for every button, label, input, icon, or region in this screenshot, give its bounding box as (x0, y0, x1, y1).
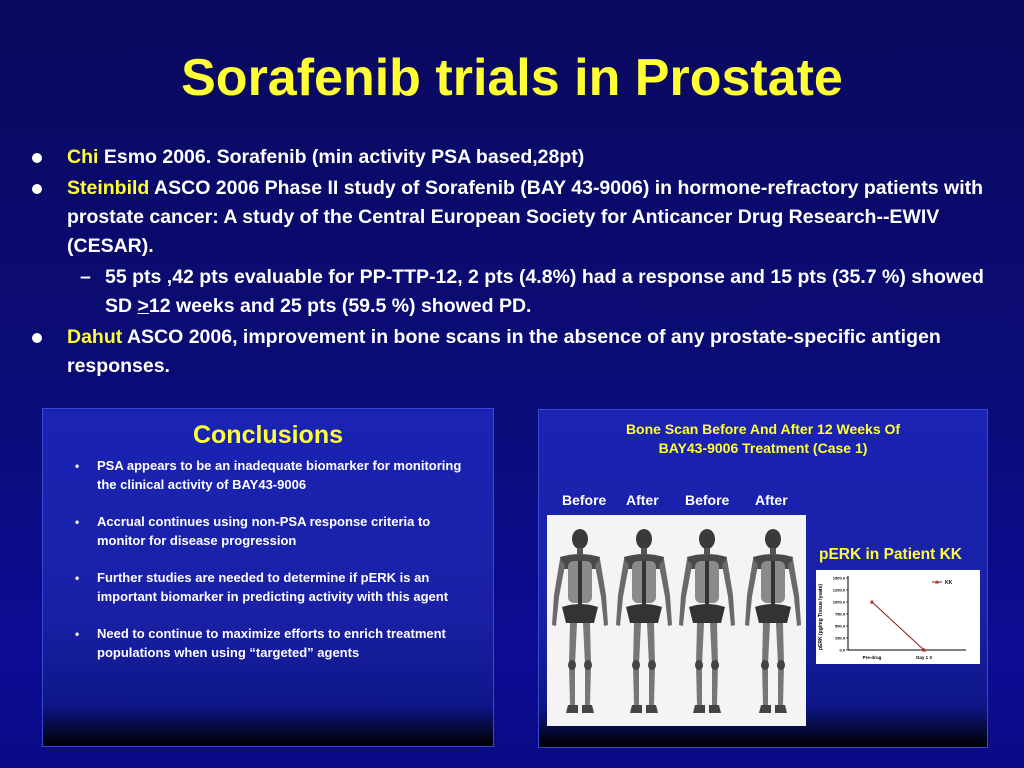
bullet-dot: • (75, 571, 80, 585)
author-name: Chi (67, 146, 99, 168)
author-name: Dahut (67, 326, 123, 348)
scan-label-after-2: After (755, 492, 788, 508)
conclusion-text: PSA appears to be an inadequate biomarker for monitoring the clinical activity of BAY43-9006 (97, 458, 462, 492)
perk-chart-svg (816, 570, 980, 664)
bullet-item-dahut (30, 323, 990, 381)
bullet-dot: • (75, 459, 80, 473)
sub-bullet-underlined: > (137, 295, 149, 317)
perk-y-tick-label: 0.0 (839, 647, 845, 653)
bullet-dot (32, 184, 42, 194)
bone-scan-title-line2: BAY43-9006 Treatment (Case 1) (658, 440, 868, 456)
conclusion-text: Accrual continues using non-PSA response criteria to monitor for disease progression (97, 514, 431, 548)
sub-bullet-item (30, 263, 990, 321)
conclusion-text: Further studies are needed to determine if pERK is an important biomarker in predicting activity with this agent (97, 570, 449, 604)
bullet-dot: • (75, 515, 80, 529)
slide-title: Sorafenib trials in Prostate (181, 49, 843, 107)
bone-scan-figures (547, 515, 806, 726)
bone-scan-panel (538, 409, 988, 748)
perk-x-tick-pre: Pre-drug (862, 655, 882, 660)
sub-bullet-text-before: 55 pts ,42 pts evaluable for PP-TTP-12, 2 pts (4.8%) had a response and 15 pts (35.7 %) showed SD (105, 266, 984, 317)
bullet-text: ASCO 2006 Phase II study of Sorafenib (BAY 43-9006) in hormone-refractory patients with prostate cancer: A study of the Central European Society for Anticancer Drug Research--EWIV (CESAR). (67, 177, 984, 257)
bullet-list (30, 143, 990, 383)
scan-label-before-2: Before (685, 492, 730, 508)
perk-y-tick-label: 250.0 (834, 635, 845, 641)
bullet-text: Esmo 2006. Sorafenib (min activity PSA based,28pt) (98, 146, 585, 168)
perk-y-tick-label: 500.0 (834, 623, 845, 629)
scan-label-after-1: After (626, 492, 659, 508)
perk-x-tick-day: Day 1 3 (916, 655, 932, 660)
bone-scan-title-line1: Bone Scan Before And After 12 Weeks Of (625, 421, 901, 437)
perk-y-tick-label: 1000.0 (832, 599, 845, 605)
perk-y-tick-label: 750.0 (834, 611, 845, 617)
bullet-item-chi (30, 143, 990, 172)
sub-bullet-text-after: 12 weeks and 25 pts (59.5 %) showed PD. (148, 295, 532, 317)
conclusion-item (73, 457, 473, 494)
perk-y-tick-label: 1250.0 (832, 587, 845, 593)
perk-chart (816, 570, 980, 664)
bone-scan-images (547, 515, 806, 726)
perk-y-label: pERK (pg/mg Tissue lysate) (818, 583, 824, 651)
conclusions-title: Conclusions (192, 421, 343, 449)
conclusions-panel (42, 408, 494, 747)
bullet-dot: • (75, 627, 80, 641)
bullet-item-steinbild (30, 174, 990, 261)
perk-legend-label: KK (945, 580, 953, 586)
dash-marker: – (80, 266, 91, 288)
perk-point-pre (870, 600, 874, 604)
bullet-text: ASCO 2006, improvement in bone scans in the absence of any prostate-specific antigen responses. (67, 326, 941, 377)
conclusions-list (73, 457, 473, 681)
perk-y-tick-label: 1500.0 (832, 575, 845, 581)
conclusion-text: Need to continue to maximize efforts to enrich treatment populations when using “targeted” agents (97, 626, 446, 660)
conclusion-item (73, 569, 473, 606)
perk-title: pERK in Patient KK (819, 546, 962, 563)
conclusion-item (73, 625, 473, 662)
scan-label-before-1: Before (562, 492, 607, 508)
perk-series-line (872, 602, 924, 650)
conclusion-item (73, 513, 473, 550)
bullet-dot (32, 153, 42, 163)
author-name: Steinbild (67, 177, 150, 199)
bullet-dot (32, 333, 42, 343)
bone-scan-title (539, 420, 987, 458)
